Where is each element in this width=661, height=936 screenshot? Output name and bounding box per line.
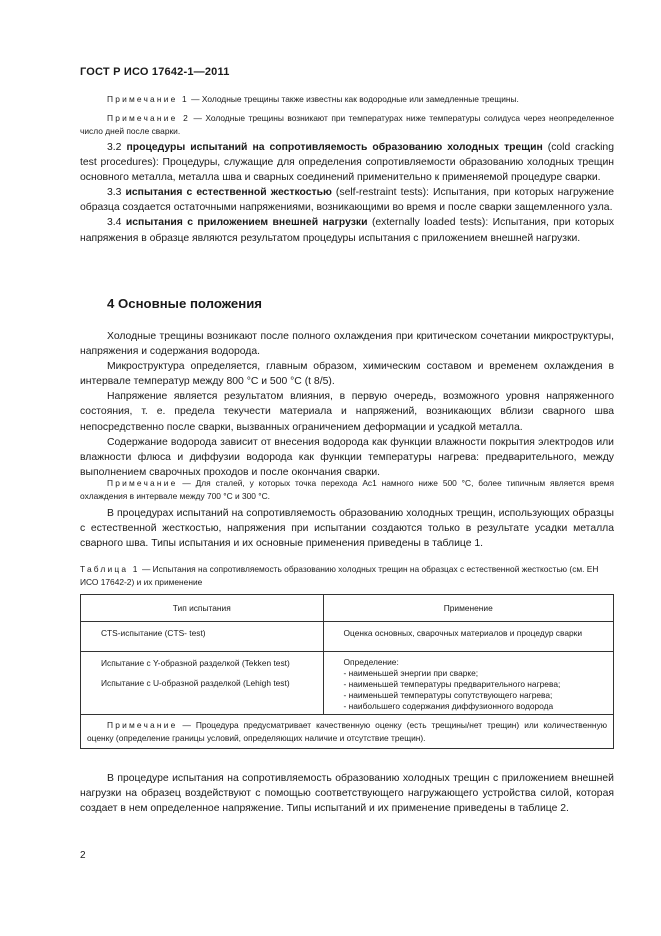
notes-top: [80, 93, 614, 138]
def-term: процедуры испытаний на сопротивляемость образованию холодных трещин: [126, 142, 543, 153]
row-1-type: CTS-испытание (CTS- test): [101, 628, 206, 638]
section-4-note: [80, 477, 614, 503]
caption-label: Таблица 1: [80, 564, 140, 574]
table-row: [81, 652, 614, 715]
row-1-application: Оценка основных, сварочных материалов и процедур сварки: [343, 628, 583, 638]
list-item: - наибольшего содержания диффузионного водорода: [344, 701, 607, 712]
def-term: испытания с приложением внешней нагрузки: [125, 217, 368, 229]
list-item: - наименьшей температуры предварительного нагрева;: [344, 679, 607, 690]
paragraph: Микроструктура определяется, главным образом, химическим составом и временем охлаждения в интервале температур между 800 °С и 500 °С (t 8/5).: [80, 361, 614, 388]
def-text: (cold cracking test procedures): Процедуры, служащие для определения сопротивляемости образованию холодных трещин основного металла, металла шва и сварных соединений применительно к применяемой процедуре сварки.: [80, 142, 614, 184]
paragraph: Содержание водорода зависит от внесения водорода как функции влажности покрытия электродов или влажности флюса и диффузии водорода как функции температуры нагрева: предварительного, между выполнением сварочных проходов и после окончания сварки.: [80, 436, 614, 478]
note-2-label: Примечание 2: [107, 113, 191, 123]
table-cell: [323, 652, 613, 715]
document-header: ГОСТ Р ИСО 17642-1—2011: [80, 66, 230, 78]
note-1: [80, 93, 614, 106]
note-1-text: — Холодные трещины также известны как водородные или замедленные трещины.: [188, 94, 519, 104]
table-note-label: Примечание: [107, 720, 178, 730]
section-4-title: 4 Основные положения: [107, 296, 262, 311]
def-num: 3.2: [107, 142, 122, 153]
row-2-type-b: Испытание с U-образной разделкой (Lehigh test): [101, 678, 290, 688]
table-note-text: — Процедура предусматривает качественную оценку (есть трещины/нет трещин) или количественную оценку (определение границы условий, определяющих наличие и отсутствие трещин).: [87, 720, 607, 743]
def-term: испытания с естественной жесткостью: [125, 187, 332, 199]
list-item: - наименьшей энергии при сварке;: [344, 668, 607, 679]
note-1-label: Примечание 1: [107, 94, 189, 104]
application-list: [344, 668, 607, 712]
final-section: [80, 771, 614, 816]
table-row: [81, 622, 614, 652]
definition-3-2: [80, 140, 614, 185]
note-2-text: — Холодные трещины возникают при температурах ниже температуры солидуса через неопределенное число дней после сварки.: [80, 113, 614, 136]
def-num: 3.3: [107, 187, 122, 199]
table-header-row: [81, 595, 614, 622]
table-cell: [323, 622, 613, 652]
caption-text: — Испытания на сопротивляемость образованию холодных трещин на образцах с естественной жесткостью (см. ЕН ИСО 17642-2) и их применение: [80, 564, 599, 587]
note-label: Примечание: [107, 478, 178, 488]
table-note-row: [81, 715, 614, 749]
table-cell: [81, 622, 324, 652]
paragraph: Холодные трещины возникают после полного охлаждения при критическом сочетании микроструктуры, напряжения и содержания водорода.: [80, 331, 614, 358]
paragraph: В процедуре испытания на сопротивляемость образованию холодных трещин с приложением внешней нагрузки на образец воздействуют с помощью соответствующего нагружающего устройства силой, которая создает в нем определенное напряжение. Типы испытаний и их применение приведены в таблице 2.: [80, 773, 614, 815]
paragraph: В процедурах испытаний на сопротивляемость образованию холодных трещин, использующих образцы с естественной жесткостью, напряжения при испытании создаются только в результате усадки металла сварного шва. Типы испытания и их основные применения приведены в таблице 1.: [80, 508, 614, 550]
column-header-type: Тип испытания: [81, 595, 324, 622]
application-title: Определение:: [343, 657, 399, 667]
def-text: (self-restraint tests): Испытания, при которых нагружение образца создается остаточными напряжениями, возникающими во время и после сварки защемленного узла.: [80, 187, 615, 214]
def-text: (externally loaded tests): Испытания, при которых напряжения в образце являются результатом процедуры испытания с приложением внешней нагрузки.: [80, 217, 615, 244]
def-num: 3.4: [107, 217, 122, 229]
table-1-caption: [80, 563, 614, 588]
note-2: [80, 112, 614, 138]
table-cell: [81, 652, 324, 715]
definitions: [80, 140, 614, 246]
row-2-type-a: Испытание с Y-образной разделкой (Tekken test): [101, 658, 290, 668]
table-note-cell: [81, 715, 614, 749]
table-1: [80, 594, 614, 749]
section-4-body-2: [80, 506, 614, 551]
row-2-application: [324, 652, 613, 714]
page-number: 2: [80, 850, 86, 861]
table-note: [81, 715, 613, 748]
note-temperature: [80, 477, 614, 503]
section-4-body: [80, 329, 614, 480]
list-item: - наименьшей температуры сопутствующего нагрева;: [344, 690, 607, 701]
note-text: — Для сталей, у которых точка перехода Ас1 намного ниже 500 °С, более типичным является время охлаждения в интервале между 700 °С и 300 °С.: [80, 478, 614, 501]
column-header-application: Применение: [323, 595, 613, 622]
paragraph: Напряжение является результатом влияния, в первую очередь, возможного уровня напряженного состояния, т. е. предела текучести материала и напряжений, возникающих вблизи сварного шва непосредственно после сварки, вызванных ограничением деформации и усадкой металла.: [80, 391, 614, 433]
definition-3-4: [80, 215, 614, 245]
definition-3-3: [80, 185, 614, 215]
